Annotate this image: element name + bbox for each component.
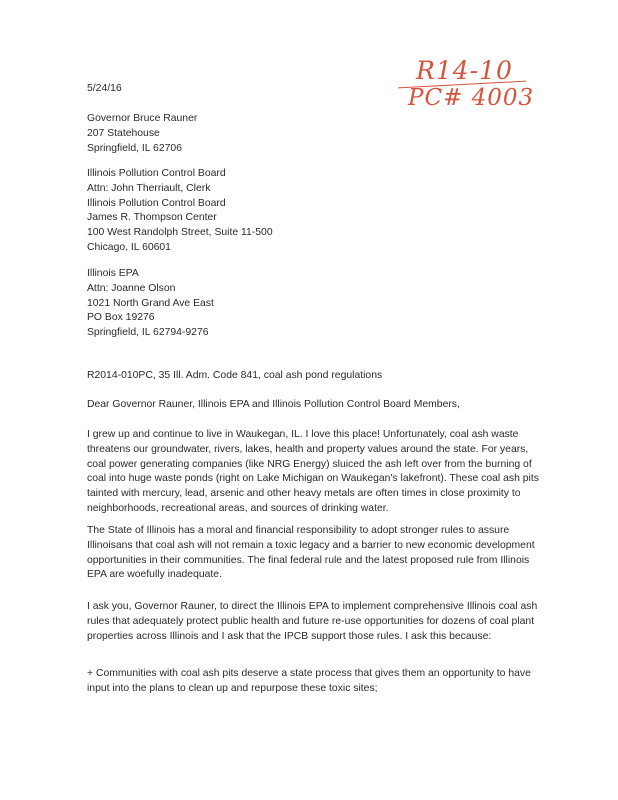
subject-line: R2014-010PC, 35 Ill. Adm. Code 841, coal ash pond regulations	[87, 370, 383, 381]
paragraph-waukegan: I grew up and continue to live in Waukegan, IL. I love this place! Unfortunately, coal ash waste threatens our groundwater, rivers, lakes, health and property values around the state. For years, coal power generating companies (like NRG Energy) sluiced the ash left over from the burning of coal into huge waste ponds (right on Lake Michigan on Waukegan's lakefront). These coal ash pits tainted with mercury, lead, arsenic and other heavy metals are often times in close proximity to neighborhoods, recreational areas, and sources of drinking water.	[87, 429, 539, 514]
paragraph-request: I ask you, Governor Rauner, to direct the Illinois EPA to implement comprehensive Illinois coal ash rules that adequately protect public health and future re-use opportunities for dozens of coal plant properties across Illinois and I ask that the IPCB support those rules. I ask this because:	[87, 601, 538, 642]
bullet-community-input: + Communities with coal ash pits deserve a state process that gives them an opportunity to have input into the plans to clean up and repurpose these toxic sites;	[87, 668, 531, 694]
salutation: Dear Governor Rauner, Illinois EPA and Illinois Pollution Control Board Members,	[87, 399, 460, 410]
handwritten-docket-stamp: R14-10 PC# 4003	[390, 58, 540, 111]
recipient-epa-address: Illinois EPA Attn: Joanne Olson 1021 North Grand Ave East PO Box 19276 Springfield, IL 62794-9276	[87, 268, 214, 339]
paragraph-state-responsibility: The State of Illinois has a moral and financial responsibility to adopt stronger rules to assure Illinoisans that coal ash will not remain a toxic legacy and a barrier to new economic development opportunities in their communities. The final federal rule and the latest proposed rule from Illinois EPA are woefully inadequate.	[87, 525, 535, 581]
recipient-board-address: Illinois Pollution Control Board Attn: John Therriault, Clerk Illinois Pollution Control Board James R. Thompson Center 100 West Randolph Street, Suite 11-500 Chicago, IL 60601	[87, 168, 273, 253]
recipient-governor-address: Governor Bruce Rauner 207 Statehouse Springfield, IL 62706	[87, 113, 198, 154]
letter-date: 5/24/16	[87, 83, 122, 94]
